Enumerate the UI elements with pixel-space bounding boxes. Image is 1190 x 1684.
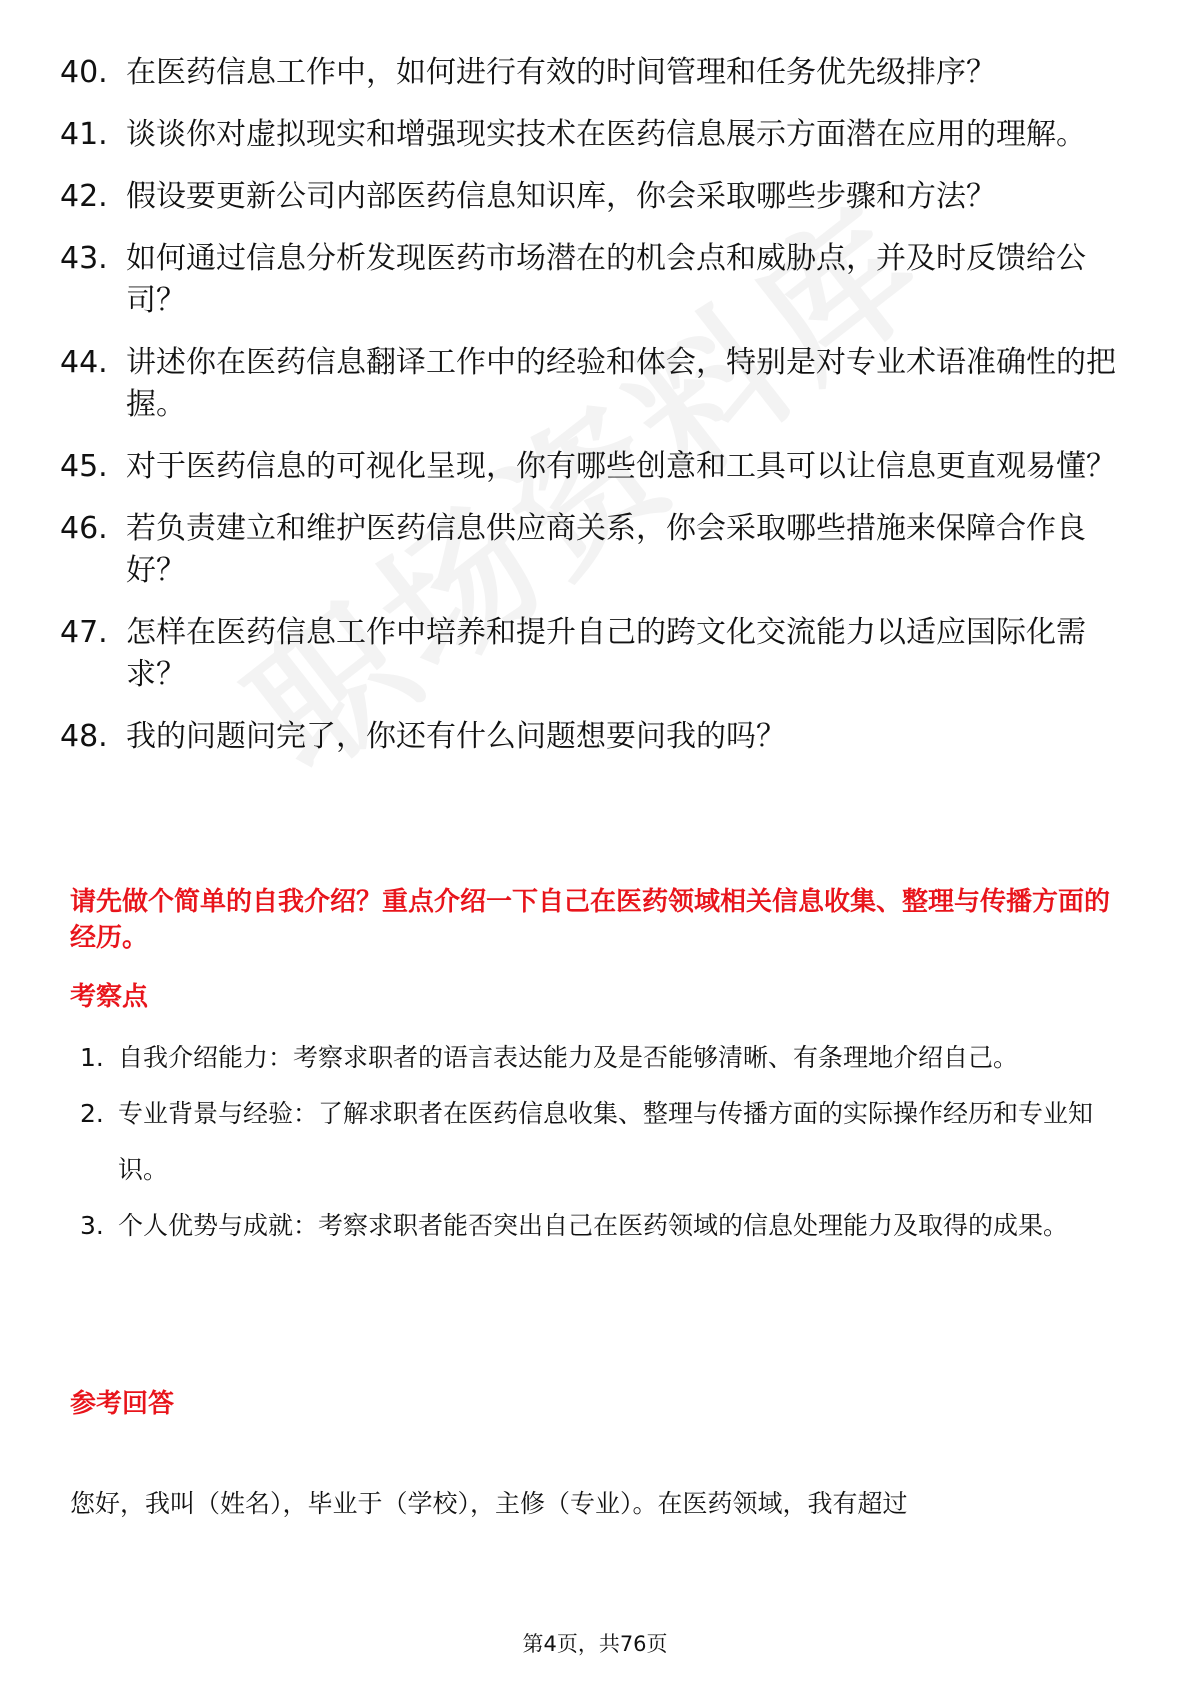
question-text: 我的问题问完了，你还有什么问题想要问我的吗？ [126,719,786,754]
question-text: 假设要更新公司内部医药信息知识库，你会采取哪些步骤和方法？ [126,179,996,214]
point-number: 2. [80,1099,104,1128]
points-heading: 考察点 [70,982,149,1012]
point-number: 3. [80,1211,104,1240]
point-number: 1. [80,1043,104,1072]
list-item [80,1030,1120,1086]
question-number: 43. [60,241,108,276]
point-text: 专业背景与经验：了解求职者在医药信息收集、整理与传播方面的实际操作经历和专业知识。 [118,1099,1094,1184]
question-number: 40. [60,55,108,90]
question-text: 若负责建立和维护医药信息供应商关系，你会采取哪些措施来保障合作良好？ [126,511,1086,588]
question-number: 41. [60,117,108,152]
list-item [60,176,1120,218]
list-item [60,342,1120,426]
question-text: 对于医药信息的可视化呈现，你有哪些创意和工具可以让信息更直观易懂？ [126,449,1116,484]
question-number: 46. [60,511,108,546]
question-text: 在医药信息工作中，如何进行有效的时间管理和任务优先级排序？ [126,55,996,90]
question-number: 48. [60,719,108,754]
question-text: 如何通过信息分析发现医药市场潜在的机会点和威胁点，并及时反馈给公司？ [126,241,1086,318]
list-item [60,508,1120,592]
answer-text: 您好，我叫（姓名），毕业于（学校），主修（专业）。在医药领域，我有超过 [70,1489,908,1518]
question-number: 47. [60,615,108,650]
question-number: 44. [60,345,108,380]
answer-heading: 参考回答 [70,1389,175,1419]
list-item [80,1086,1120,1198]
question-list [60,52,1120,778]
list-item [80,1198,1120,1254]
point-text: 个人优势与成就：考察求职者能否突出自己在医药领域的信息处理能力及取得的成果。 [118,1211,1069,1240]
question-text: 讲述你在医药信息翻译工作中的经验和体会，特别是对专业术语准确性的把握。 [126,345,1116,422]
question-number: 45. [60,449,108,484]
point-text: 自我介绍能力：考察求职者的语言表达能力及是否能够清晰、有条理地介绍自己。 [118,1043,1019,1072]
points-list [80,1030,1120,1254]
list-item [60,52,1120,94]
list-item [60,238,1120,322]
question-text: 谈谈你对虚拟现实和增强现实技术在医药信息展示方面潜在应用的理解。 [126,117,1086,152]
list-item [60,716,1120,758]
question-text: 怎样在医药信息工作中培养和提升自己的跨文化交流能力以适应国际化需求？ [126,615,1086,692]
page-footer: 第4页，共76页 [522,1632,668,1656]
list-item [60,446,1120,488]
list-item [60,612,1120,696]
question-number: 42. [60,179,108,214]
interview-question-title: 请先做个简单的自我介绍？重点介绍一下自己在医药领域相关信息收集、整理与传播方面的经历。 [70,887,1111,953]
list-item [60,114,1120,156]
